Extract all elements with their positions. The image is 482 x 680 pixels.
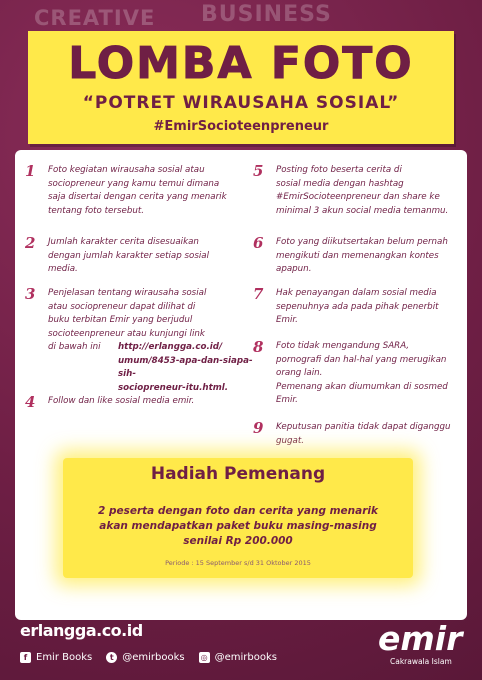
- rule-text: Jumlah karakter cerita disesuaikan dengan jumlah karakter setiap sosial media.: [48, 237, 210, 274]
- rule-text: Hak penayangan dalam sosial media sepenuhnya ada pada pihak penerbit Emir.: [276, 288, 439, 325]
- rule-text: Posting foto beserta cerita di sosial media dengan hashtag #EmirSocioteenpreneur dan share ke minimal 3 akun social media temanmu.: [276, 165, 449, 216]
- rule-link[interactable]: http://erlangga.co.id/ umum/8453-apa-dan-siapa-sih- sociopreneur-itu.html.: [118, 342, 253, 393]
- rule-number: 9: [253, 419, 264, 437]
- rule-number: 5: [253, 162, 264, 180]
- prize-box: [63, 458, 413, 578]
- prize-title: Hadiah Pemenang: [150, 464, 326, 484]
- doodle-business: BUSINESS: [201, 2, 332, 27]
- instagram-handle: @emirbooks: [214, 651, 277, 663]
- facebook-icon: f: [20, 652, 31, 663]
- rule-number: 2: [25, 234, 36, 252]
- rule-number: 1: [25, 162, 36, 180]
- page-title: LOMBA FOTO: [68, 38, 414, 89]
- prize-description: 2 peserta dengan foto dan cerita yang menarik akan mendapatkan paket buku masing-masing senilai Rp 200.000: [98, 505, 378, 547]
- rule-number: 3: [25, 285, 36, 303]
- twitter-handle: @emirbooks: [122, 651, 185, 663]
- page-subtitle: “POTRET WIRAUSAHA SOSIAL”: [82, 93, 400, 113]
- instagram-link[interactable]: [199, 652, 277, 663]
- contest-period: Periode : 15 September s/d 31 Oktober 2015: [165, 559, 311, 567]
- twitter-icon: t: [106, 652, 117, 663]
- facebook-link[interactable]: [20, 652, 92, 663]
- rule-text: Foto yang diikutsertakan belum pernah mengikuti dan memenangkan kontes apapun.: [276, 237, 448, 274]
- site-link[interactable]: erlangga.co.id: [20, 621, 143, 640]
- emir-logo: emir: [378, 619, 463, 658]
- rule-number: 8: [253, 338, 264, 356]
- doodle-creative: CREATIVE: [34, 6, 156, 30]
- title-banner: [28, 31, 454, 144]
- emir-tagline: Cakrawala Islam: [390, 657, 452, 666]
- hashtag: #EmirSocioteenpreneur: [153, 119, 329, 134]
- rule-text: Foto tidak mengandung SARA, pornografi dan hal-hal yang merugikan orang lain. Pemenang akan diumumkan di sosmed Emir.: [276, 341, 448, 405]
- rule-number: 7: [253, 285, 264, 303]
- rule-text: Foto kegiatan wirausaha sosial atau sociopreneur yang kamu temui dimana saja disertai dengan cerita yang menarik tentang foto tersebut.: [48, 165, 227, 216]
- rule-number: 6: [253, 234, 264, 252]
- rule-number: 4: [25, 393, 36, 411]
- social-links: [20, 650, 291, 664]
- rule-text: Keputusan panitia tidak dapat diganggu gugat.: [276, 422, 451, 446]
- twitter-link[interactable]: [106, 652, 184, 663]
- facebook-handle: Emir Books: [36, 651, 93, 663]
- instagram-icon: ◎: [199, 652, 210, 663]
- rule-text: Follow dan like sosial media emir.: [48, 396, 195, 406]
- rule-text: Penjelasan tentang wirausaha sosial atau sociopreneur dapat dilihat di buku terbitan Emir yang berjudul socioteenpreneur atau kunjungi link di bawah ini: [48, 288, 207, 352]
